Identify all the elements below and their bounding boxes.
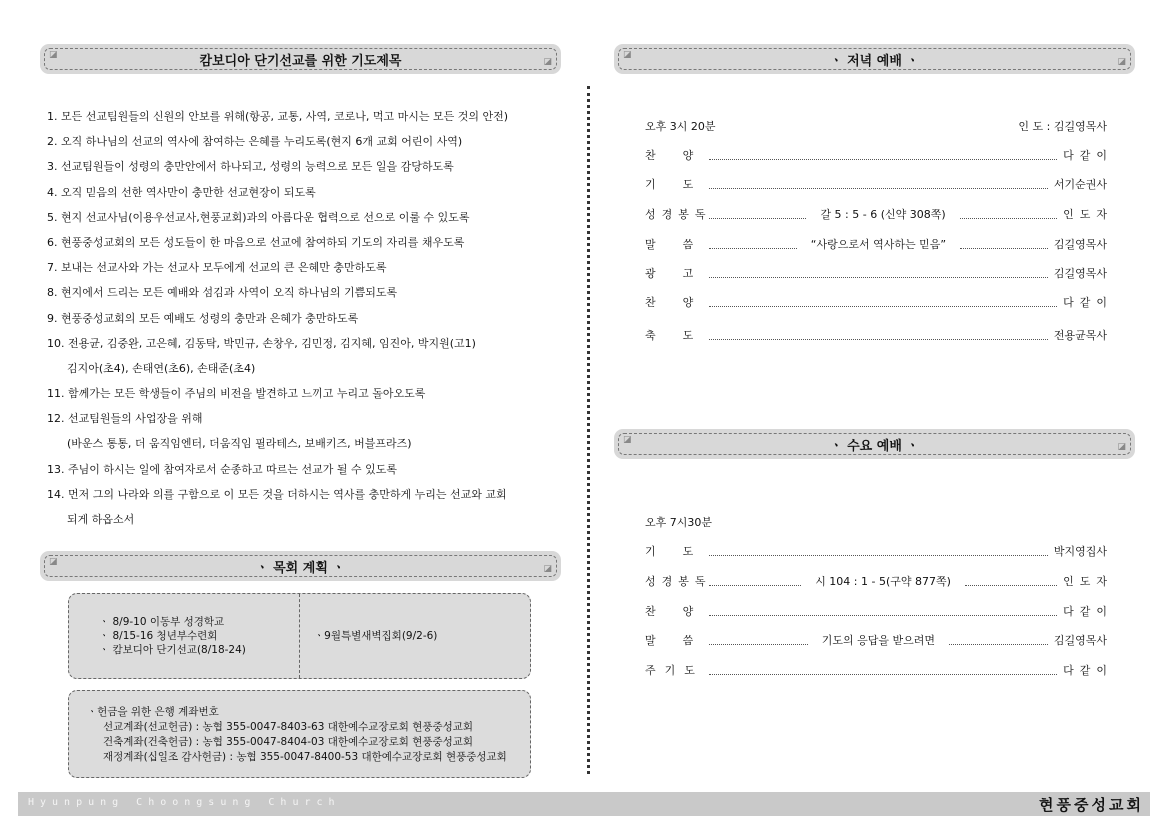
order-row bbox=[645, 605, 1113, 619]
corner-ornament-icon: ◪ bbox=[543, 57, 552, 67]
order-value: 인도자 bbox=[1063, 208, 1113, 221]
order-row bbox=[645, 329, 1107, 343]
footer-english-name: Hyunpung Choongsung Church bbox=[28, 797, 341, 808]
prayer-item: 9. 현풍중성교회의 모든 예배도 성령의 충만과 은혜가 충만하도록 bbox=[47, 311, 359, 325]
plans-title: ㆍ 목회 계획 ㆍ bbox=[256, 560, 345, 576]
dot-leader bbox=[709, 159, 1057, 160]
dot-leader bbox=[709, 306, 1057, 307]
corner-ornament-icon: ◪ bbox=[623, 50, 632, 60]
prayer-item: 5. 현지 선교사님(이용우선교사,현풍교회)과의 아름다운 협력으로 선으로 이룰 수 있도록 bbox=[47, 210, 470, 224]
order-label: 찬양 bbox=[645, 296, 721, 309]
wednesday-service-banner bbox=[614, 429, 1135, 459]
order-label: 기도 bbox=[645, 545, 721, 558]
plan-item: ㆍ 8/15-16 청년부수련회 bbox=[99, 630, 218, 642]
order-value: 서기순권사 bbox=[1053, 178, 1107, 191]
order-label: 성경봉독 bbox=[645, 575, 712, 588]
footer-bar bbox=[18, 792, 1150, 816]
order-row bbox=[645, 575, 1113, 589]
prayer-item: 6. 현풍중성교회의 모든 성도들이 한 마음으로 선교에 참여하되 기도의 자리를 채우도록 bbox=[47, 235, 465, 249]
wednesday-service-order bbox=[645, 516, 1113, 686]
service-header bbox=[645, 516, 1107, 530]
order-label: 주기도 bbox=[645, 664, 704, 677]
prayer-item-continued: 김지아(초4), 손태연(초6), 손태준(초4) bbox=[67, 361, 256, 375]
dot-leader bbox=[709, 674, 1057, 675]
dot-leader bbox=[949, 644, 1048, 645]
prayer-list bbox=[47, 104, 567, 532]
prayer-item: 7. 보내는 선교사와 가는 선교사 모두에게 선교의 큰 은혜만 충만하도록 bbox=[47, 261, 387, 275]
bank-account: 재정계좌(십일조 감사헌금) : 농협 355-0047-8400-53 대한예수교장로회 현풍중성교회 bbox=[103, 751, 507, 763]
prayer-item: 11. 함께가는 모든 학생들이 주님의 비전을 발견하고 느끼고 누리고 돌아오도록 bbox=[47, 387, 426, 401]
order-value: 다같이 bbox=[1063, 605, 1113, 618]
prayer-item-continued: 되게 하옵소서 bbox=[67, 513, 135, 526]
order-value: 김길영목사 bbox=[1053, 238, 1108, 251]
order-label: 말씀 bbox=[645, 634, 721, 647]
bank-account: 선교계좌(선교헌금) : 농협 355-0047-8403-63 대한예수교장로회 현풍중성교회 bbox=[103, 721, 474, 733]
corner-ornament-icon: ◪ bbox=[49, 50, 58, 60]
corner-ornament-icon: ◪ bbox=[623, 435, 632, 445]
order-row bbox=[645, 664, 1113, 678]
evening-service-banner bbox=[614, 44, 1135, 74]
plan-item: ㆍ 캄보디아 단기선교(8/18-24) bbox=[99, 644, 246, 656]
prayer-item: 2. 오직 하나님의 선교의 역사에 참여하는 은혜를 누리도록(현지 6개 교회 어린이 사역) bbox=[47, 135, 463, 149]
order-row bbox=[645, 238, 1107, 252]
dot-leader bbox=[709, 339, 1048, 340]
prayer-item: 10. 전용균, 김중완, 고은혜, 김동탁, 박민규, 손창우, 김민정, 김지혜, 임진아, 박지원(고1) bbox=[47, 336, 476, 350]
wednesday-service-title: ㆍ 수요 예배 ㆍ bbox=[830, 438, 919, 454]
dot-leader bbox=[709, 277, 1048, 278]
corner-ornament-icon: ◪ bbox=[1117, 442, 1126, 452]
order-row bbox=[645, 149, 1113, 163]
dot-leader bbox=[960, 218, 1057, 219]
order-value: 다같이 bbox=[1063, 664, 1113, 677]
footer-korean-name: 현풍중성교회 bbox=[1039, 796, 1144, 814]
dot-leader bbox=[965, 585, 1057, 586]
evening-service-title: ㆍ 저녁 예배 ㆍ bbox=[830, 53, 919, 69]
plans-left-column bbox=[99, 594, 246, 678]
dot-leader bbox=[709, 188, 1048, 189]
dot-leader bbox=[709, 585, 801, 586]
plan-item: ㆍ9월특별새벽집회(9/2-6) bbox=[314, 630, 438, 642]
dot-leader bbox=[709, 615, 1057, 616]
order-value: 박지영집사 bbox=[1053, 545, 1107, 558]
dot-leader bbox=[709, 644, 808, 645]
plan-item: ㆍ 8/9-10 이동부 성경학교 bbox=[99, 616, 225, 628]
evening-service-order bbox=[645, 120, 1113, 350]
order-label: 성경봉독 bbox=[645, 208, 712, 221]
order-row bbox=[645, 178, 1107, 192]
order-label: 기도 bbox=[645, 178, 721, 191]
order-detail: 기도의 응답을 받으려면 bbox=[821, 634, 936, 647]
dot-leader bbox=[709, 555, 1048, 556]
order-label: 말씀 bbox=[645, 238, 721, 251]
plans-right-column bbox=[299, 594, 530, 678]
corner-ornament-icon: ◪ bbox=[49, 557, 58, 567]
dot-leader bbox=[709, 248, 797, 249]
order-row bbox=[645, 545, 1107, 559]
order-value: 김길영목사 bbox=[1053, 634, 1107, 647]
corner-ornament-icon: ◪ bbox=[543, 564, 552, 574]
prayer-item: 1. 모든 선교팀원들의 신원의 안보를 위해(항공, 교통, 사역, 코로나, 먹고 마시는 모든 것의 안전) bbox=[47, 110, 509, 123]
service-leader: 인 도 : 김길영목사 bbox=[1018, 120, 1107, 133]
order-row bbox=[645, 634, 1107, 648]
order-label: 광고 bbox=[645, 267, 721, 280]
order-detail: 갈 5 : 5 - 6 (신약 308쪽) bbox=[820, 208, 946, 221]
order-label: 찬양 bbox=[645, 605, 721, 618]
order-value: 전용균목사 bbox=[1053, 329, 1107, 342]
order-row bbox=[645, 296, 1113, 310]
service-header bbox=[645, 120, 1107, 134]
prayer-item: 4. 오직 믿음의 선한 역사만이 충만한 선교현장이 되도록 bbox=[47, 185, 316, 199]
plans-box bbox=[68, 593, 531, 679]
prayer-title: 캄보디아 단기선교를 위한 기도제목 bbox=[199, 53, 402, 69]
prayer-item: 3. 선교팀원들이 성령의 충만안에서 하나되고, 성령의 능력으로 모든 일을 감당하도록 bbox=[47, 160, 454, 174]
prayer-item-continued: (바운스 통통, 더 움직임엔터, 더움직임 필라테스, 보배키즈, 버블프라즈) bbox=[67, 437, 412, 451]
plans-title-banner bbox=[40, 551, 561, 581]
bank-title: ㆍ헌금을 위한 은행 계좌번호 bbox=[87, 706, 219, 718]
order-detail: 시 104 : 1 - 5(구약 877쪽) bbox=[815, 575, 951, 588]
prayer-title-banner bbox=[40, 44, 561, 74]
bank-account-box bbox=[68, 690, 531, 778]
prayer-item: 8. 현지에서 드리는 모든 예배와 섬김과 사역이 오직 하나님의 기쁨되도록 bbox=[47, 286, 398, 300]
order-value: 다같이 bbox=[1063, 296, 1113, 309]
order-value: 김길영목사 bbox=[1053, 267, 1107, 280]
prayer-item: 12. 선교팀원들의 사업장을 위해 bbox=[47, 412, 203, 426]
prayer-item: 13. 주님이 하시는 일에 참여자로서 순종하고 따르는 선교가 될 수 있도록 bbox=[47, 462, 397, 476]
order-value: 인도자 bbox=[1063, 575, 1113, 588]
service-time: 오후 7시30분 bbox=[645, 516, 712, 529]
dot-leader bbox=[709, 218, 806, 219]
service-time: 오후 3시 20분 bbox=[645, 120, 716, 133]
order-detail: “사랑으로서 역사하는 믿음” bbox=[810, 238, 947, 251]
order-row bbox=[645, 267, 1107, 281]
order-row bbox=[645, 208, 1113, 222]
dot-leader bbox=[960, 248, 1048, 249]
prayer-item: 14. 먼저 그의 나라와 의를 구함으로 이 모든 것을 더하시는 역사를 충만하게 누리는 선교와 교회 bbox=[47, 487, 507, 501]
order-label: 찬양 bbox=[645, 149, 721, 162]
corner-ornament-icon: ◪ bbox=[1117, 57, 1126, 67]
column-divider bbox=[587, 86, 590, 774]
order-label: 축도 bbox=[645, 329, 721, 342]
bank-account: 건축계좌(건축헌금) : 농협 355-0047-8404-03 대한예수교장로회 현풍중성교회 bbox=[103, 736, 474, 748]
order-value: 다같이 bbox=[1063, 149, 1113, 162]
